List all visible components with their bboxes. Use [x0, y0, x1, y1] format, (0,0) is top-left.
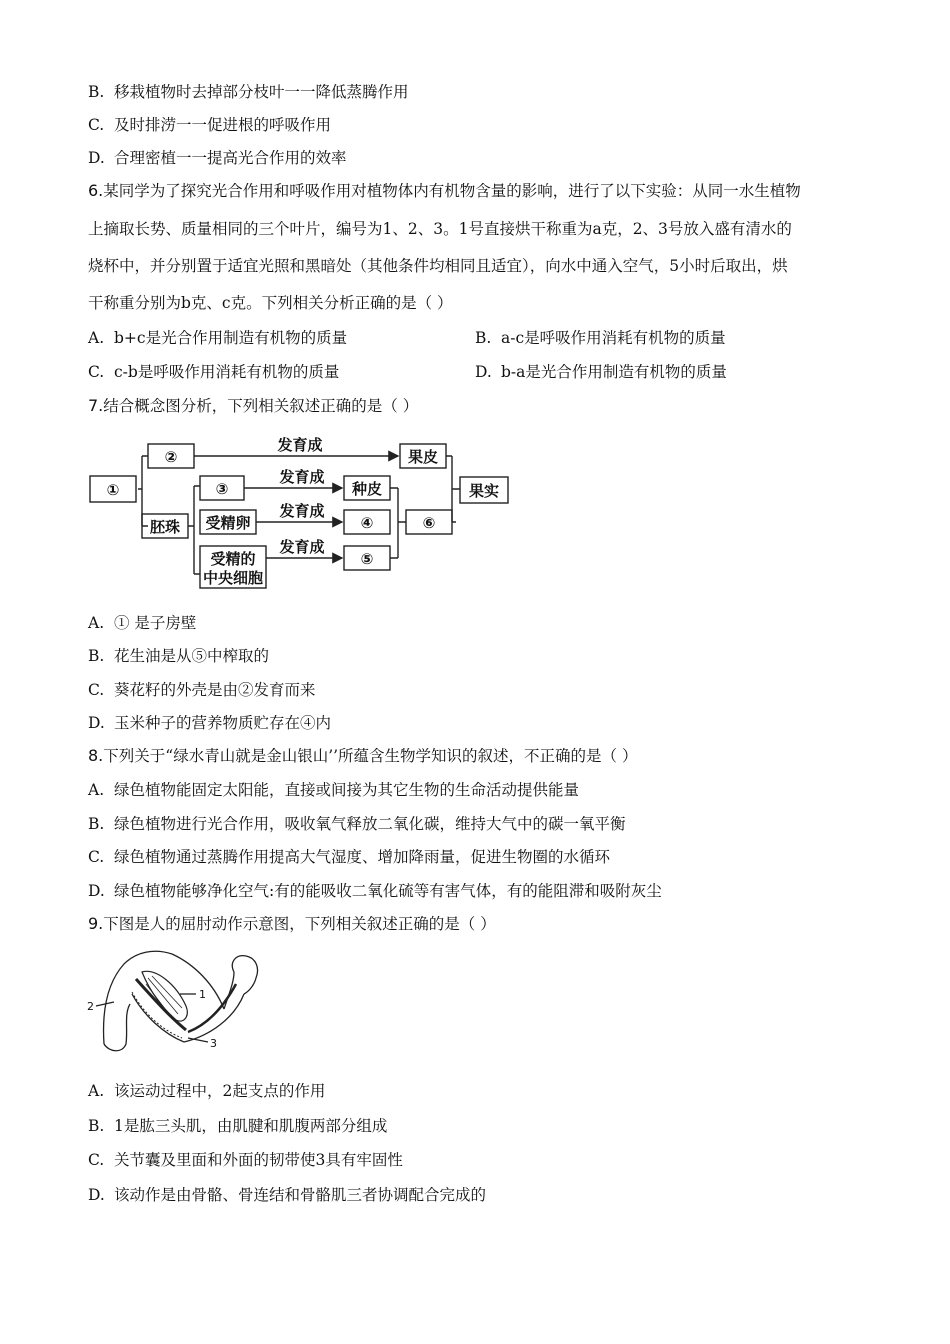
q6-stem-line-1: 6.某同学为了探究光合作用和呼吸作用对植物体内有机物含量的影响，进行了以下实验：从同一水生植物 [88, 181, 801, 200]
q5-option-d: D. 合理密植一一提高光合作用的效率 [88, 149, 347, 167]
upper-arm-top [172, 954, 224, 1009]
q9-stem: 9.下图是人的屈肘动作示意图，下列相关叙述正确的是（ ） [88, 914, 496, 933]
q8-option-d: D. 绿色植物能够净化空气:有的能吸收二氧化硫等有害气体，有的能阻滞和吸附灰尘 [88, 882, 662, 900]
node-5-label: ⑤ [360, 550, 374, 568]
figure-label-1: 1 [199, 988, 206, 1001]
figure-label-2: 2 [87, 1000, 94, 1013]
node-3-label: ③ [215, 480, 229, 498]
q5-option-b: B. 移栽植物时去掉部分枝叶一一降低蒸腾作用 [88, 83, 409, 101]
q7-stem: 7.结合概念图分析，下列相关叙述正确的是（ ） [88, 396, 419, 415]
q6-option-b: B. a-c是呼吸作用消耗有机物的质量 [475, 329, 726, 347]
q7-option-d: D. 玉米种子的营养物质贮存在④内 [88, 714, 332, 732]
q7-option-b: B. 花生油是从⑤中榨取的 [88, 647, 270, 665]
q9-option-b: B. 1是肱三头肌，由肌腱和肌腹两部分组成 [88, 1117, 388, 1135]
q6-stem-line-4: 干称重分别为b克、c克。下列相关分析正确的是（ ） [88, 294, 453, 312]
q8-option-a: A. 绿色植物能固定太阳能，直接或间接为其它生物的生命活动提供能量 [88, 781, 580, 799]
q6-option-c: C. c-b是呼吸作用消耗有机物的质量 [88, 363, 340, 381]
q6-stem-line-3: 烧杯中，并分别置于适宜光照和黑暗处（其他条件均相同且适宜），向水中通入空气，5小时后取出，烘 [88, 257, 788, 275]
node-peizhu-label: 胚珠 [149, 518, 181, 536]
node-6-label: ⑥ [422, 514, 436, 532]
elbow-flexion-figure [84, 944, 274, 1059]
forearm-bone [188, 984, 236, 1032]
node-guoshi-label: 果实 [468, 482, 500, 500]
q9-option-a: A. 该运动过程中，2起支点的作用 [88, 1082, 326, 1100]
arrow-label-1: 发育成 [277, 436, 323, 454]
node-zhongpi-label: 种皮 [351, 480, 383, 498]
node-shoujingluan-label: 受精卵 [205, 514, 251, 532]
node-zhongyang-label-1: 受精的 [210, 550, 256, 568]
arrow-label-3: 发育成 [279, 502, 325, 520]
node-guopi-label: 果皮 [407, 448, 439, 466]
node-2-label: ② [164, 448, 178, 466]
q6-stem-line-2: 上摘取长势、质量相同的三个叶片，编号为1、2、3。1号直接烘干称重为a克，2、3号放入盛有清水的 [88, 220, 792, 238]
node-4-label: ④ [360, 514, 374, 532]
shoulder-outline [104, 951, 172, 1044]
torso-outline [104, 1004, 130, 1051]
concept-diagram [80, 428, 520, 593]
q9-option-d: D. 该动作是由骨骼、骨连结和骨骼肌三者协调配合完成的 [88, 1186, 487, 1204]
q5-option-c: C. 及时排涝一一促进根的呼吸作用 [88, 116, 332, 134]
forearm-bottom [184, 994, 244, 1042]
q8-option-c: C. 绿色植物通过蒸腾作用提高大气湿度、增加降雨量，促进生物圈的水循环 [88, 848, 611, 866]
q7-option-c: C. 葵花籽的外壳是由②发育而来 [88, 681, 316, 699]
q8-option-b: B. 绿色植物进行光合作用，吸收氧气释放二氧化碳，维持大气中的碳一氧平衡 [88, 815, 626, 833]
arrow-label-2: 发育成 [279, 468, 325, 486]
figure-label-3: 3 [210, 1037, 217, 1050]
node-1-label: ① [106, 481, 120, 499]
q7-option-a: A. ① 是子房壁 [88, 614, 197, 632]
q9-option-c: C. 关节囊及里面和外面的韧带使3具有牢固性 [88, 1151, 403, 1169]
fist-outline [232, 956, 257, 994]
arrow-label-4: 发育成 [279, 538, 325, 556]
node-zhongyang-label-2: 中央细胞 [202, 569, 264, 587]
q6-option-a: A. b+c是光合作用制造有机物的质量 [88, 329, 348, 347]
q6-option-d: D. b-a是光合作用制造有机物的质量 [475, 363, 727, 381]
q8-stem: 8.下列关于“绿水青山就是金山银山’’所蕴含生物学知识的叙述，不正确的是（ ） [88, 746, 638, 765]
